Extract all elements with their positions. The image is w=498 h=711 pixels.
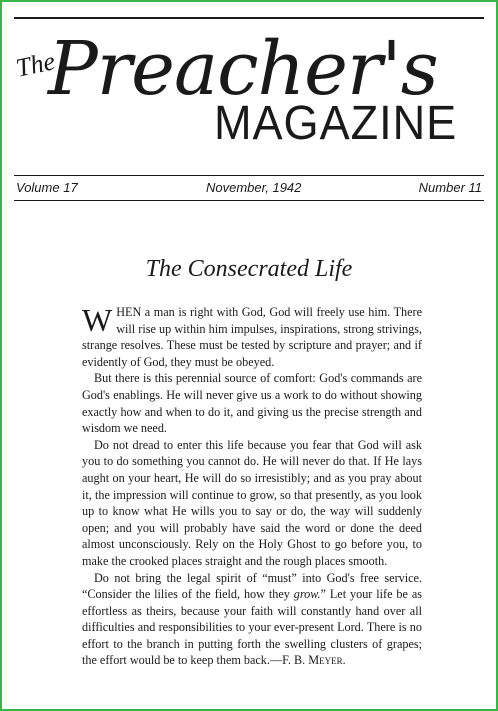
issue-rule-bottom [14,200,484,201]
issue-volume: Volume 17 [16,180,78,195]
masthead-the: The [13,46,58,83]
issue-date: November, 1942 [206,180,302,195]
issue-rule-top [14,175,484,176]
paragraph-2: But there is this perennial source of comfort: God's commands are God's enablings. He will never give us a work to do without showing exactly how and when to do it, and giving us the precise strength and wisdom we need. [82,371,422,436]
article-title: The Consecrated Life [145,256,353,282]
paragraph-4: Do not bring the legal spirit of “must” into God's free service. “Consider the lilies of the field, how they grow.” Let your life be as effortless as theirs, because your faith will constantly hand over all difficulties and responsibilities to your ever-present Lord. There is no effort to the branch in putting forth the swelling clusters of grapes; the effort would be to keep them back.—F. B. Meyer. [82,570,422,668]
author-name: Meyer. [308,653,346,668]
masthead-magazine: MAGAZINE [214,97,458,150]
article-body [82,304,422,669]
drop-cap: W [82,302,113,338]
paragraph-1: WHEN a man is right with God, God will freely use him. There will rise up within him impulses, inspirations, strong strivings, strange resolves. These must be tested by scripture and prayer; and if evidently of God, they must be obeyed. [82,302,422,369]
top-rule [14,17,484,19]
issue-number: Number 11 [418,180,482,195]
masthead-preachers: Preacher's [48,26,438,112]
paragraph-3: Do not dread to enter this life because you fear that God will ask you to do something you cannot do. He will never do that. If He lays aught on your heart, He will do so irresistibly; and as you pray about it, the impression will continue to grow, so that presently, as you look up to know what He wills you to say or do, the way will suddenly open; and you will probably have said the word or done the deed almost unconsciously. Rely on the Holy Ghost to go before you, to make the crooked places straight and the rough places smooth. [82,437,422,568]
